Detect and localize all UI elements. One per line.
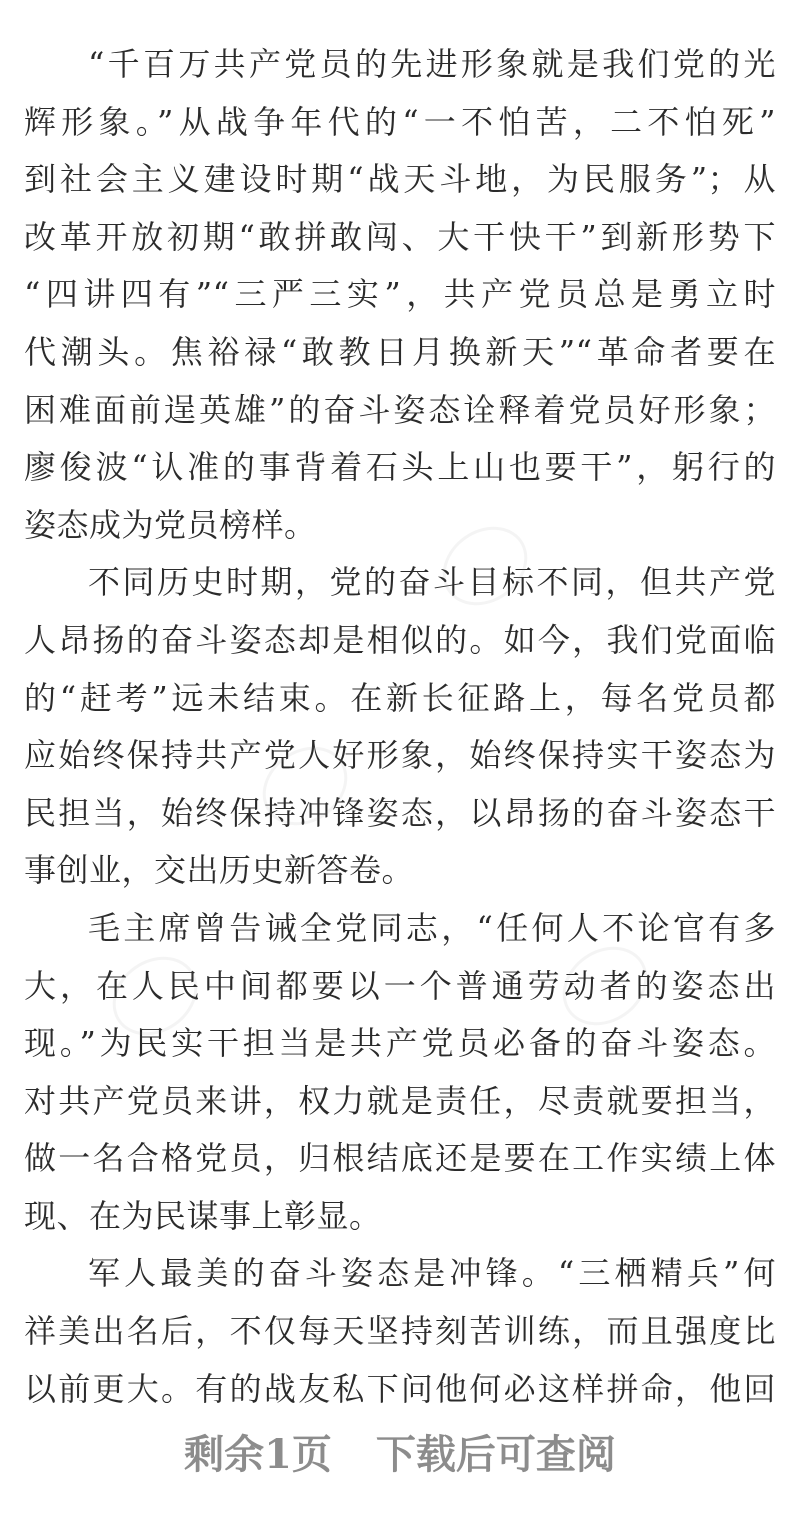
remaining-pages-label: 剩余1页: [184, 1431, 332, 1478]
text-line: 以前更大。有的战友私下问他何必这样拼命，他回: [24, 1369, 776, 1408]
text-line: 到社会主义建设时期“战天斗地，为民服务”；从: [24, 160, 776, 199]
text-line: 辉形象。”从战争年代的“一不怕苦，二不怕死”: [24, 102, 776, 141]
text-line: “四讲四有”“三严三实”，共产党员总是勇立时: [24, 275, 776, 314]
text-line: 大，在人民中间都要以一个普通劳动者的姿态出: [24, 966, 776, 1005]
text-line: 改革开放初期“敢拼敢闯、大干快干”到新形势下: [24, 217, 776, 256]
text-line: 廖俊波“认准的事背着石头上山也要干”，躬行的: [24, 448, 776, 487]
download-prompt-banner[interactable]: [0, 1420, 800, 1490]
text-line: 事创业，交出历史新答卷。: [24, 851, 415, 890]
text-line: 毛主席曾告诫全党同志，“任何人不论官有多: [88, 908, 776, 947]
text-line: 应始终保持共产党人好形象，始终保持实干姿态为: [24, 736, 776, 775]
text-line: 人昂扬的奋斗姿态却是相似的。如今，我们党面临: [24, 620, 776, 659]
text-line: 祥美出名后，不仅每天坚持刻苦训练，而且强度比: [24, 1312, 776, 1351]
download-to-read-label: 下载后可查阅: [375, 1431, 616, 1478]
text-line: 现。”为民实干担当是共产党员必备的奋斗姿态。: [24, 1024, 776, 1063]
text-line: 姿态成为党员榜样。: [24, 505, 317, 544]
text-line: 不同历史时期，党的奋斗目标不同，但共产党: [88, 563, 776, 602]
text-line: 军人最美的奋斗姿态是冲锋。“三栖精兵”何: [88, 1254, 776, 1293]
text-line: 做一名合格党员，归根结底还是要在工作实绩上体: [24, 1139, 776, 1178]
text-line: 对共产党员来讲，权力就是责任，尽责就要担当，: [24, 1081, 776, 1120]
text-line: 困难面前逞英雄”的奋斗姿态诠释着党员好形象；: [24, 390, 776, 429]
text-line: 的“赶考”远未结束。在新长征路上，每名党员都: [24, 678, 776, 717]
text-line: “千百万共产党员的先进形象就是我们党的光: [88, 45, 776, 83]
text-line: 民担当，始终保持冲锋姿态，以昂扬的奋斗姿态干: [24, 793, 776, 832]
document-body: [24, 36, 776, 1418]
text-line: 现、在为民谋事上彰显。: [24, 1196, 382, 1235]
text-line: 代潮头。焦裕禄“敢教日月换新天”“革命者要在: [24, 332, 776, 371]
